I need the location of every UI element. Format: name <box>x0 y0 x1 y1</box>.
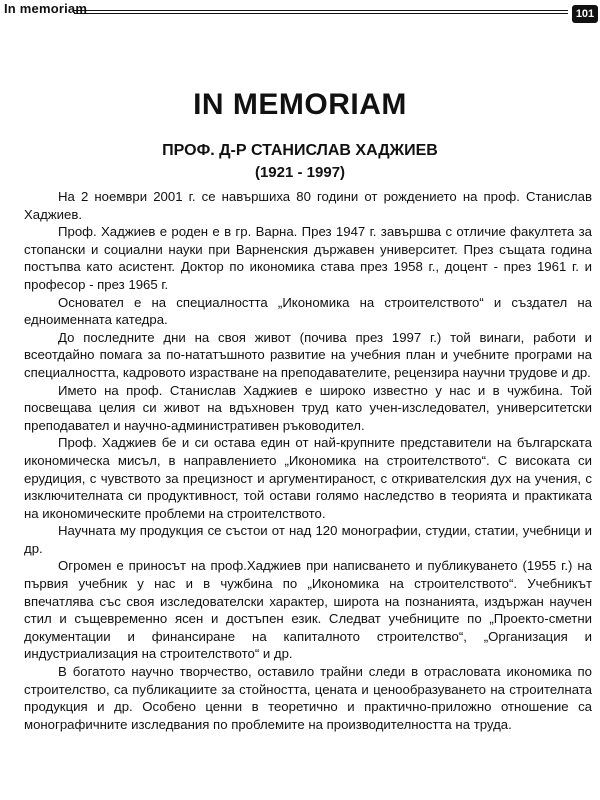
life-years: (1921 - 1997) <box>254 164 346 181</box>
paragraph: Огромен е приносът на проф.Хаджиев при написването и публикуването (1955 г.) на първия учебник у нас и в чужбина по „Икономика на строителството“. Учебникът впечатлява със своя изследователски характер, широта на познанията, издържан научен стил и същевременно ясен и достъпен език. Следват учебниците по „Проекто-сметни документации и финансиране на капиталното строителство“, „Организация и индустриализация на строителството“ и др. <box>24 558 592 662</box>
paragraph: Проф. Хаджиев бе и си остава един от най-крупните представители на българската икономическа мисъл, в направлението „Икономика на строителството“. С високата си ерудиция, с чувството за прецизност и аргументираност, с откривателския дух на учения, с изключителната си продуктивност, той остави голямо наследство в теорията и практиката на икономическите проблеми на строителството. <box>24 435 592 521</box>
paragraph: Основател е на специалността „Икономика на строителството“ и създател на едноименната катедра. <box>24 294 592 328</box>
paragraph: До последните дни на своя живот (почива през 1997 г.) той винаги, работи и всеотдайно помага за по-нататъшното развитие на учебния план и учебните програми на специалността, кадровото израстване на преподавателите, рецензира научни трудове и др. <box>24 329 592 380</box>
article-title: IN MEMORIAM <box>193 88 407 121</box>
paragraph: Името на проф. Станислав Хаджиев е широко известно у нас и в чужбина. Той посвещава целия си живот на вдъхновен труд като учен-изследовател, университетски преподавател и научно-административен ръководител. <box>24 382 592 433</box>
article-body <box>24 188 592 733</box>
page-number-badge: 101 <box>572 5 598 23</box>
running-header <box>0 0 600 24</box>
section-title: In memoriam <box>4 1 88 16</box>
paragraph: Научната му продукция се състои от над 120 монографии, студии, статии, учебници и др. <box>24 523 592 556</box>
paragraph: На 2 ноември 2001 г. се навършиха 80 години от рождението на проф. Станислав Хаджиев. <box>24 189 592 222</box>
header-rule <box>74 10 568 14</box>
article-subtitle: ПРОФ. Д-Р СТАНИСЛАВ ХАДЖИЕВ <box>162 142 438 159</box>
paragraph: В богатото научно творчество, оставило трайни следи в отрасловата икономика по строителство, са публикациите за стойността, цената и ценообразуването на строителната продукция и др. Особено ценни в теоретично и практично-приложно отношение са монографичните изследвания по проблемите на производителността на труда. <box>24 664 592 732</box>
paragraph: Проф. Хаджиев е роден е в гр. Варна. През 1947 г. завършва с отличие факултета за стопански и социални науки при Варненския държавен университет. През същата година постъпва като асистент. Доктор по икономика става през 1958 г., доцент - през 1961 г. и професор - през 1965 г. <box>24 224 592 292</box>
